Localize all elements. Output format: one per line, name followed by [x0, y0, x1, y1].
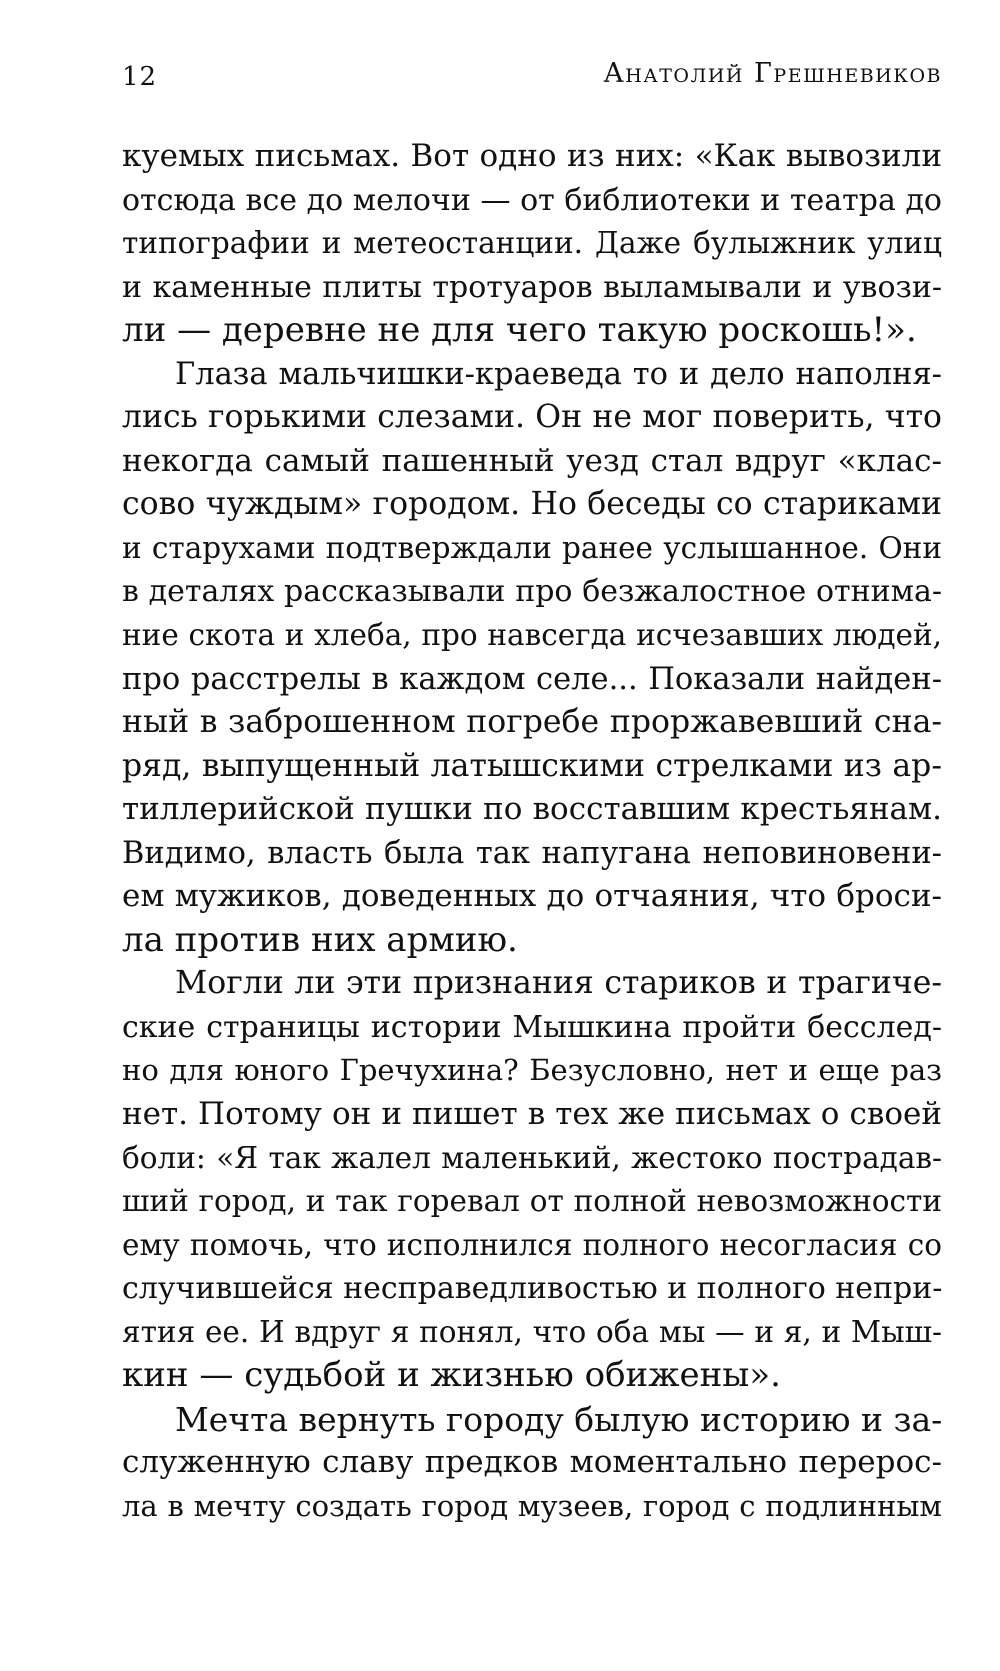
text-line: отсюда все до мелочи — от библиотеки и театра до — [122, 182, 942, 218]
text-line: ем мужиков, доведенных до отчаяния, что броси- — [122, 878, 942, 915]
text-line: Видимо, власть была так напугана неповиновени- — [122, 835, 942, 871]
page-number: 12 — [122, 62, 158, 92]
text-line: некогда самый пашенный уезд стал вдруг «клас- — [122, 442, 942, 479]
text-line: в деталях рассказывали про безжалостное отнима- — [122, 574, 942, 610]
text-line: ние скота и хлеба, про навсегда исчезавших людей, — [122, 618, 942, 653]
text-line: типографии и метеостанции. Даже булыжник улиц — [122, 226, 942, 261]
text-line: ские страницы истории Мышкина пройти бесслед- — [122, 1009, 942, 1045]
text-line: тиллерийской пушки по восставшим крестьянам. — [122, 791, 942, 828]
text-line: ла в мечту создать город музеев, город с подлинным — [122, 1488, 942, 1523]
text-line: ятия ее. И вдруг я понял, что оба мы — и я, и Мыш- — [122, 1314, 942, 1349]
text-line: боли: «Я так жалел маленький, жестоко пострадав- — [122, 1140, 942, 1175]
text-line: служенную славу предков моментально перерос- — [122, 1444, 942, 1481]
text-line: и каменные плиты тротуаров выламывали и увози- — [122, 269, 942, 305]
text-line: лись горькими слезами. Он не мог поверить, что — [122, 399, 942, 436]
running-title: Анатолий Грешневиков — [603, 58, 942, 89]
text-line: и старухами подтверждали ранее услышанное. Они — [122, 530, 942, 565]
text-line: Мечта вернуть городу былую историю и за- — [175, 1399, 943, 1439]
text-line: кин — судьбой и жизнью обижены». — [122, 1355, 781, 1396]
body-text — [122, 135, 942, 1529]
text-line: куемых письмах. Вот одно из них: «Как вывозили — [122, 138, 942, 174]
running-head — [122, 56, 942, 100]
text-line: нет. Потому он и пишет в тех же письмах о своей — [122, 1096, 942, 1133]
text-line: Глаза мальчишки-краеведа то и дело наполня- — [175, 356, 942, 392]
text-line: случившейся несправедливостью и полного непри- — [122, 1271, 943, 1307]
text-line: сово чуждым» городом. Но беседы со стариками — [122, 486, 942, 523]
text-line: но для юного Гречухина? Безусловно, нет и еще раз — [122, 1053, 942, 1088]
text-line: ряд, выпущенный латышскими стрелками из ар- — [122, 747, 942, 784]
text-line: ный в заброшенном погребе проржавевший сна- — [122, 704, 942, 741]
text-line: про расстрелы в каждом селе... Показали найден- — [122, 661, 942, 697]
text-line: Могли ли эти признания стариков и трагиче- — [175, 965, 942, 1002]
text-line: ший город, и так горевал от полной невозможности — [122, 1184, 942, 1219]
text-line: ла против них армию. — [122, 919, 518, 960]
text-line: ему помочь, что исполнился полного несогласия со — [122, 1227, 942, 1262]
text-line: ли — деревне не для чего такую роскошь!». — [122, 310, 917, 351]
